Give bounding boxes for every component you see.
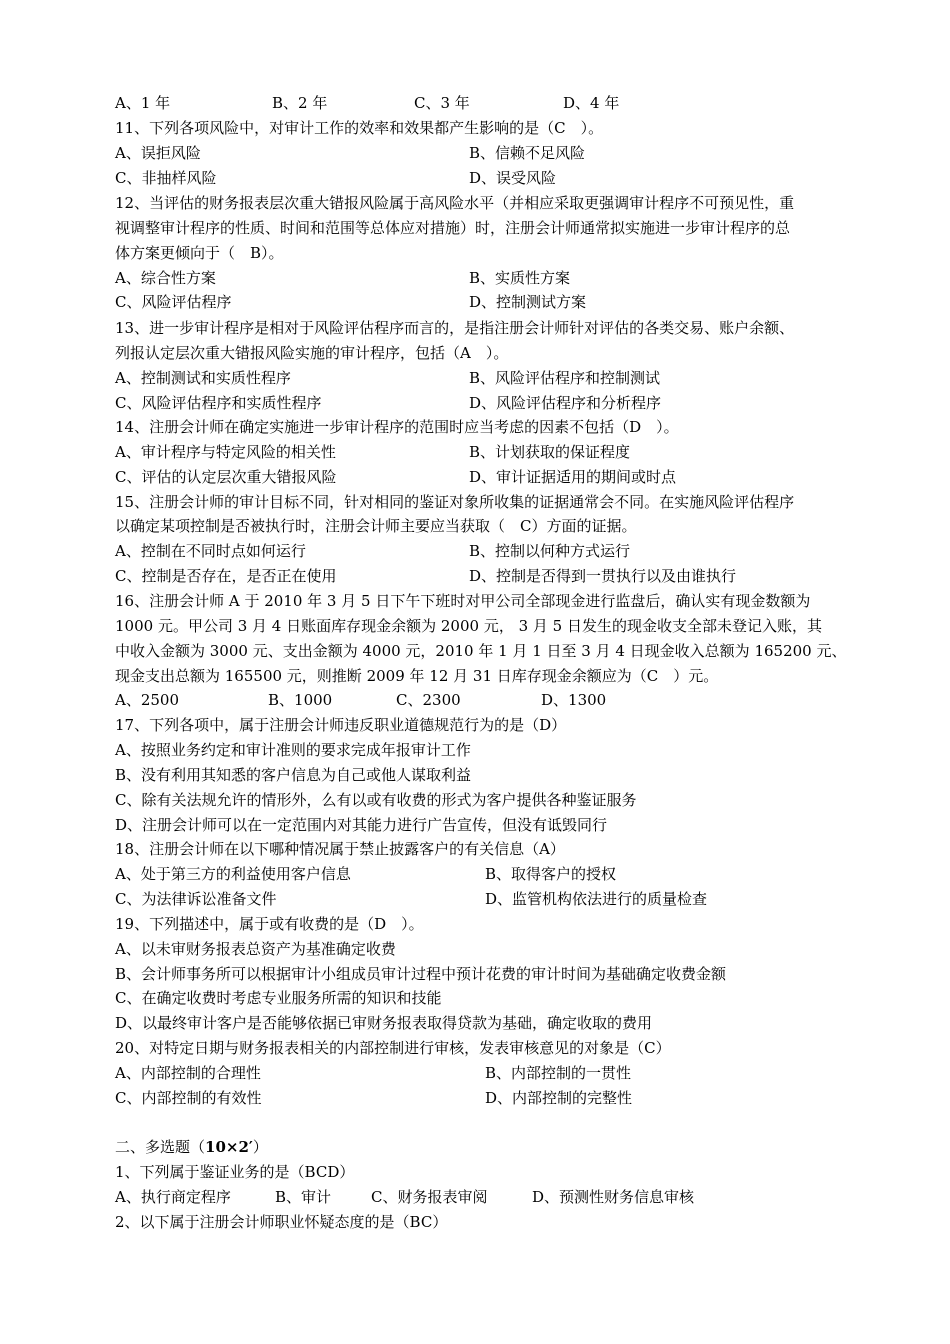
q12-stem-line-2: 视调整审计程序的性质、时间和范围等总体应对措施）时，注册会计师通常拟实施进一步审计程序的总	[115, 219, 791, 237]
q19-option-a: A、以未审财务报表总资产为基准确定收费	[115, 940, 396, 958]
q12-option-d: D、控制测试方案	[469, 293, 587, 311]
q19-option-b: B、会计师事务所可以根据审计小组成员审计过程中预计花费的审计时间为基础确定收费金额	[115, 965, 727, 983]
q12-option-b: B、实质性方案	[469, 269, 571, 287]
q12-stem-line-3: 体方案更倾向于（ B）。	[115, 244, 284, 262]
section2-close: ）	[252, 1138, 268, 1156]
q18-stem: 18、注册会计师在以下哪种情况属于禁止披露客户的有关信息（A）	[115, 840, 565, 858]
q17-option-b: B、没有利用其知悉的客户信息为自己或他人谋取利益	[115, 766, 472, 784]
m1-stem: 1、下列属于鉴证业务的是（BCD）	[115, 1163, 355, 1181]
q18-option-c: C、为法律诉讼准备文件	[115, 890, 277, 908]
q11-stem: 11、下列各项风险中，对审计工作的效率和效果都产生影响的是（C ）。	[115, 119, 604, 137]
q16-option-c: C、2300	[396, 691, 461, 709]
q17-option-d: D、注册会计师可以在一定范围内对其能力进行广告宣传，但没有诋毁同行	[115, 816, 608, 834]
q16-stem-line-2: 1000 元。甲公司 3 月 4 日账面库存现金余额为 2000 元， 3 月 5 日发生的现金收支全部未登记入账，其	[115, 617, 822, 635]
m1-option-c: C、财务报表审阅	[371, 1188, 488, 1206]
m1-option-a: A、执行商定程序	[115, 1188, 231, 1206]
q13-stem-line-1: 13、进一步审计程序是相对于风险评估程序而言的，是指注册会计师针对评估的各类交易、账户余额、	[115, 319, 795, 337]
q20-stem: 20、对特定日期与财务报表相关的内部控制进行审核，发表审核意见的对象是（C）	[115, 1039, 671, 1057]
q15-stem-line-1: 15、注册会计师的审计目标不同，针对相同的鉴证对象所收集的证据通常会不同。在实施风险评估程序	[115, 493, 795, 511]
q14-stem: 14、注册会计师在确定实施进一步审计程序的范围时应当考虑的因素不包括（D ）。	[115, 418, 679, 436]
q15-option-c: C、控制是否存在，是否正在使用	[115, 567, 337, 585]
q15-stem-line-2: 以确定某项控制是否被执行时，注册会计师主要应当获取（ C）方面的证据。	[115, 517, 637, 535]
q16-option-b: B、1000	[268, 691, 333, 709]
m1-option-b: B、审计	[275, 1188, 332, 1206]
q15-option-d: D、控制是否得到一贯执行以及由谁执行	[469, 567, 737, 585]
q11-option-d: D、误受风险	[469, 169, 557, 187]
q14-option-a: A、审计程序与特定风险的相关性	[115, 443, 336, 461]
q11-option-b: B、信赖不足风险	[469, 144, 586, 162]
q16-option-d: D、1300	[541, 691, 607, 709]
q14-option-c: C、评估的认定层次重大错报风险	[115, 468, 337, 486]
q20-option-c: C、内部控制的有效性	[115, 1089, 262, 1107]
q16-stem-line-3: 中收入金额为 3000 元、支出金额为 4000 元，2010 年 1 月 1 日至 3 月 4 日现金收入总额为 165200 元、	[115, 642, 847, 660]
q13-option-b: B、风险评估程序和控制测试	[469, 369, 661, 387]
section2-title: 二、多选题（	[115, 1138, 206, 1156]
q16-option-a: A、2500	[115, 691, 180, 709]
q10-option-d: D、4 年	[563, 94, 620, 112]
q16-stem-line-4: 现金支出总额为 165500 元，则推断 2009 年 12 月 31 日库存现金余额应为（C ）元。	[115, 667, 719, 685]
q18-option-a: A、处于第三方的利益使用客户信息	[115, 865, 351, 883]
q16-stem-line-1: 16、注册会计师 A 于 2010 年 3 月 5 日下午下班时对甲公司全部现金进行监盘后，确认实有现金数额为	[115, 592, 811, 610]
q15-option-a: A、控制在不同时点如何运行	[115, 542, 306, 560]
q13-option-c: C、风险评估程序和实质性程序	[115, 394, 322, 412]
q17-stem: 17、下列各项中，属于注册会计师违反职业道德规范行为的是（D）	[115, 716, 567, 734]
q19-stem: 19、下列描述中，属于或有收费的是（D ）。	[115, 915, 424, 933]
q17-option-a: A、按照业务约定和审计准则的要求完成年报审计工作	[115, 741, 471, 759]
q14-option-b: B、计划获取的保证程度	[469, 443, 631, 461]
q13-option-d: D、风险评估程序和分析程序	[469, 394, 662, 412]
q12-option-a: A、综合性方案	[115, 269, 216, 287]
q18-option-b: B、取得客户的授权	[485, 865, 617, 883]
q12-stem-line-1: 12、当评估的财务报表层次重大错报风险属于高风险水平（并相应采取更强调审计程序不可预见性，重	[115, 194, 795, 212]
q11-option-c: C、非抽样风险	[115, 169, 217, 187]
section2-heading	[115, 1137, 268, 1157]
q11-option-a: A、误拒风险	[115, 144, 201, 162]
m2-stem: 2、以下属于注册会计师职业怀疑态度的是（BC）	[115, 1213, 448, 1231]
q20-option-a: A、内部控制的合理性	[115, 1064, 261, 1082]
q14-option-d: D、审计证据适用的期间或时点	[469, 468, 677, 486]
q15-option-b: B、控制以何种方式运行	[469, 542, 631, 560]
q10-option-a: A、1 年	[115, 94, 171, 112]
m1-option-d: D、预测性财务信息审核	[532, 1188, 695, 1206]
q20-option-d: D、内部控制的完整性	[485, 1089, 633, 1107]
q20-option-b: B、内部控制的一贯性	[485, 1064, 632, 1082]
q13-stem-line-2: 列报认定层次重大错报风险实施的审计程序，包括（A ）。	[115, 344, 509, 362]
q19-option-c: C、在确定收费时考虑专业服务所需的知识和技能	[115, 989, 442, 1007]
q13-option-a: A、控制测试和实质性程序	[115, 369, 291, 387]
q12-option-c: C、风险评估程序	[115, 293, 232, 311]
section2-score: 10×2′	[205, 1138, 253, 1156]
q10-option-c: C、3 年	[414, 94, 470, 112]
q10-option-b: B、2 年	[272, 94, 328, 112]
q18-option-d: D、监管机构依法进行的质量检查	[485, 890, 708, 908]
q19-option-d: D、以最终审计客户是否能够依据已审财务报表取得贷款为基础，确定收取的费用	[115, 1014, 653, 1032]
q17-option-c: C、除有关法规允许的情形外，么有以或有收费的形式为客户提供各种鉴证服务	[115, 791, 637, 809]
